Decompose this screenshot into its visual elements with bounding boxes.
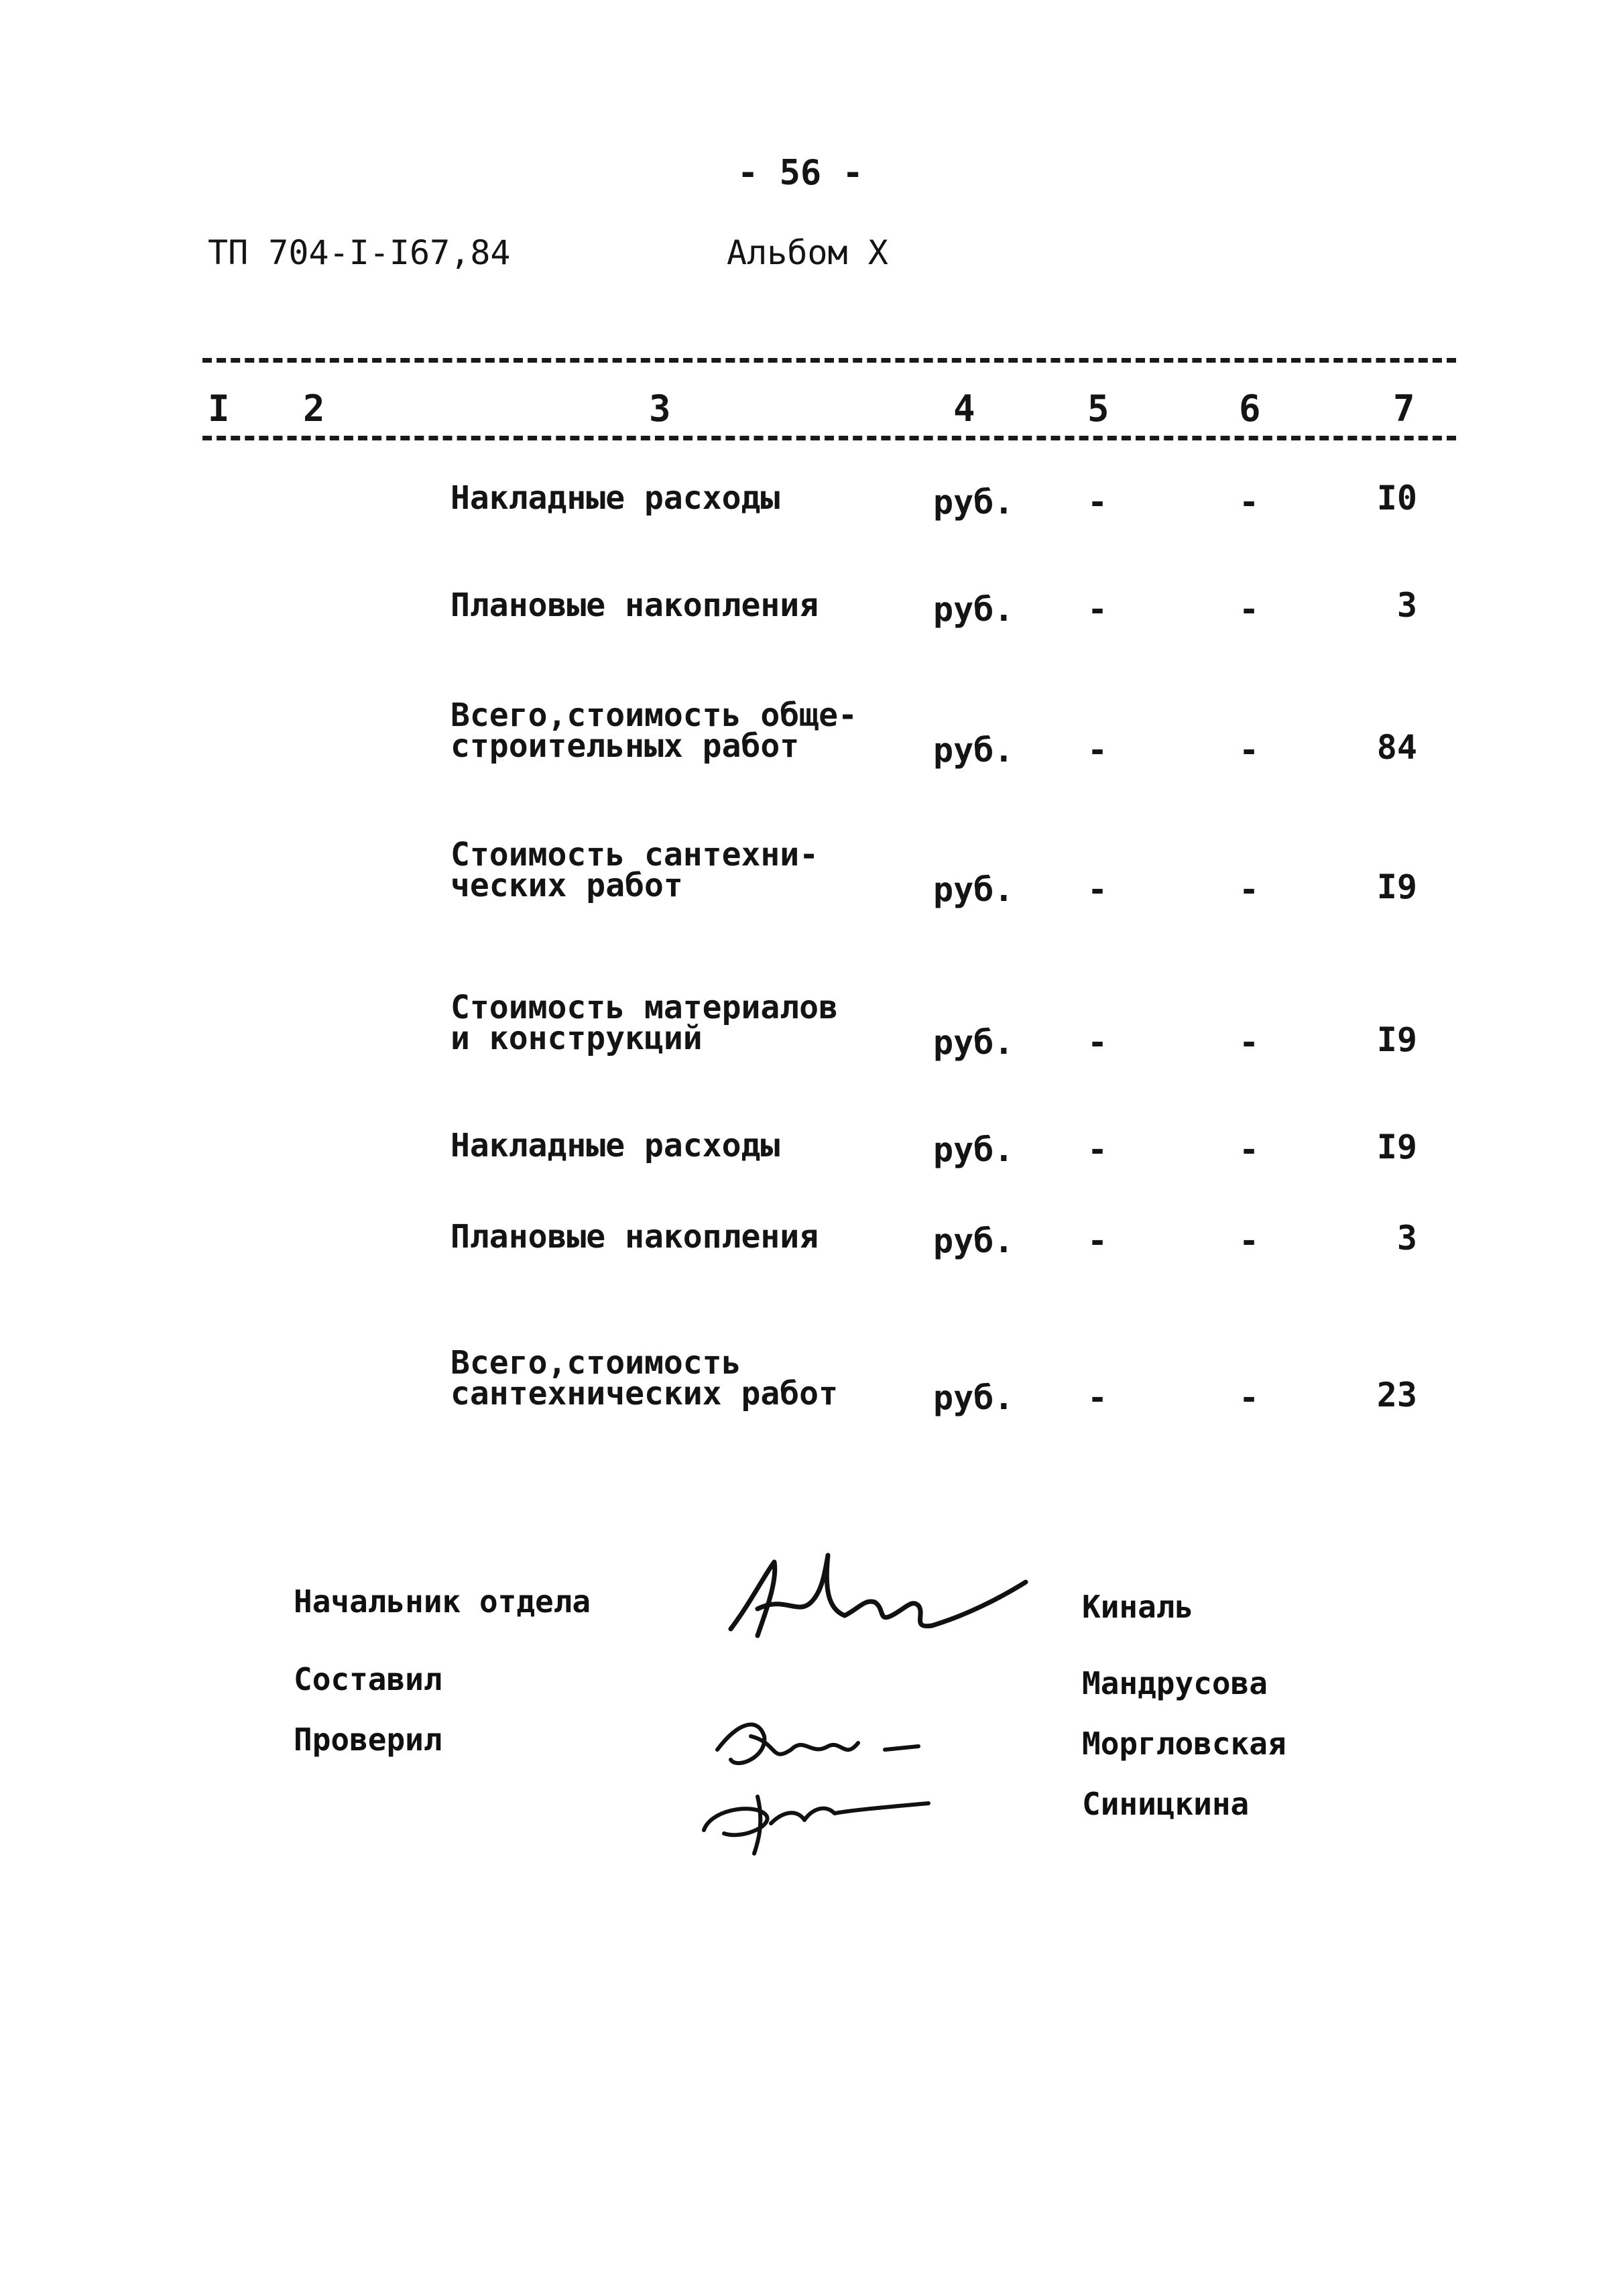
row-label: Накладные расходы — [450, 479, 780, 517]
signature-name-2: Мандрусова — [1082, 1665, 1268, 1701]
row-col6: - — [1239, 483, 1260, 522]
signature-title-compiled: Составил — [294, 1661, 442, 1697]
row-col6: - — [1239, 1023, 1260, 1062]
row-col7: 3 — [1396, 586, 1417, 625]
column-header-1: I — [208, 387, 230, 430]
column-header-4: 4 — [953, 387, 975, 430]
row-unit: руб. — [933, 483, 1014, 522]
row-col5: - — [1087, 1130, 1108, 1169]
signature-name-4: Синицкина — [1082, 1786, 1250, 1822]
column-header-7: 7 — [1393, 387, 1415, 430]
document-code: ТП 704-I-I67,84 — [208, 233, 511, 272]
row-col5: - — [1087, 870, 1108, 909]
row-unit: руб. — [933, 1378, 1014, 1417]
row-col6: - — [1239, 1221, 1260, 1260]
row-col5: - — [1087, 1221, 1108, 1260]
column-header-3: 3 — [649, 387, 671, 430]
album-label: Альбом X — [727, 233, 888, 272]
signature-name-3: Моргловская — [1082, 1726, 1286, 1762]
row-col7: I9 — [1376, 1128, 1417, 1166]
table-header-dashed-rule — [202, 436, 1456, 440]
row-unit: руб. — [933, 731, 1014, 770]
handwritten-signature-2 — [690, 1696, 945, 1857]
signature-title-checked: Проверил — [294, 1721, 442, 1758]
row-label: Плановые накопления — [450, 587, 819, 624]
row-unit: руб. — [933, 590, 1014, 629]
row-col5: - — [1087, 483, 1108, 522]
signature-title-head: Начальник отдела — [294, 1583, 591, 1620]
row-col7: 84 — [1376, 728, 1417, 767]
row-label: Накладные расходы — [450, 1127, 780, 1164]
row-col6: - — [1239, 1378, 1260, 1417]
column-header-2: 2 — [303, 387, 325, 430]
row-label: Плановые накопления — [450, 1218, 819, 1256]
row-unit: руб. — [933, 870, 1014, 909]
row-col7: 3 — [1396, 1219, 1417, 1258]
row-col5: - — [1087, 1023, 1108, 1062]
column-header-5: 5 — [1087, 387, 1109, 430]
page-number: - 56 - — [737, 153, 863, 193]
table-top-dashed-rule — [202, 358, 1456, 363]
row-col7: I0 — [1376, 479, 1417, 518]
row-label: Стоимость сантехни- ческих работ — [450, 836, 819, 904]
column-header-6: 6 — [1239, 387, 1261, 430]
row-col6: - — [1239, 590, 1260, 629]
row-col7: I9 — [1376, 1020, 1417, 1059]
row-col5: - — [1087, 731, 1108, 770]
row-unit: руб. — [933, 1221, 1014, 1260]
row-label: Всего,стоимость сантехнических работ — [450, 1344, 838, 1412]
row-col6: - — [1239, 731, 1260, 770]
row-col6: - — [1239, 870, 1260, 909]
signature-name-1: Киналь — [1082, 1589, 1194, 1625]
row-label: Стоимость материалов и конструкций — [450, 989, 838, 1057]
row-col5: - — [1087, 590, 1108, 629]
row-unit: руб. — [933, 1023, 1014, 1062]
row-unit: руб. — [933, 1130, 1014, 1169]
handwritten-signature-1 — [711, 1535, 1032, 1649]
row-col5: - — [1087, 1378, 1108, 1417]
row-col7: I9 — [1376, 867, 1417, 906]
row-label: Всего,стоимость обще- строительных работ — [450, 697, 857, 765]
row-col6: - — [1239, 1130, 1260, 1169]
row-col7: 23 — [1376, 1376, 1417, 1414]
